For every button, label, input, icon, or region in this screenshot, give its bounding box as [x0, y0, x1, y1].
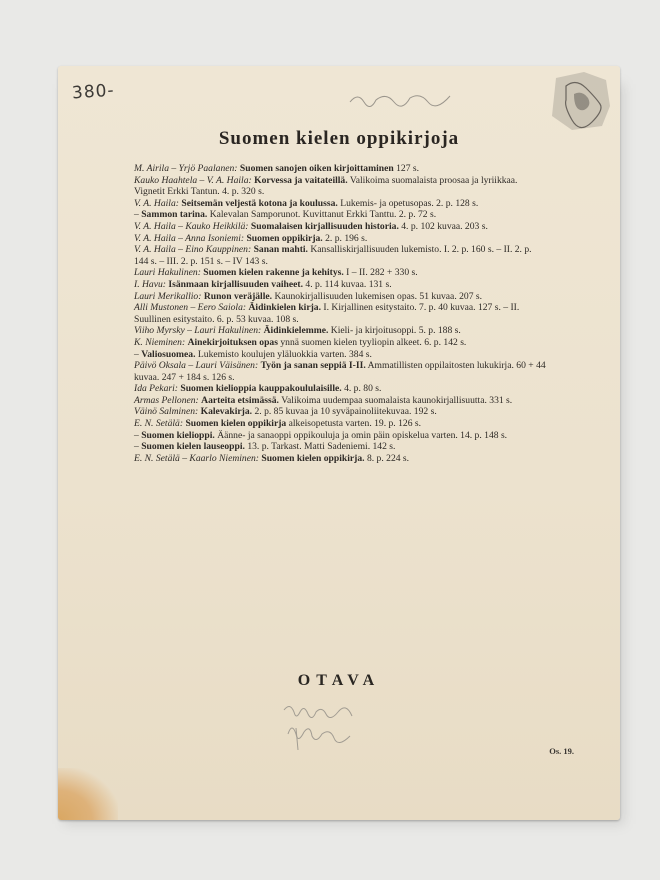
list-item: Päivö Oksala – Lauri Väisänen: Työn ja sanan seppiä I-II. Ammatillisten oppilaitosten lukukirja. 60 + 44 kuvaa. 247 + 184 s. 126 s.	[134, 360, 546, 383]
book-back-cover	[58, 66, 620, 820]
list-item: V. A. Haila: Seitsemän veljestä kotona ja koulussa. Lukemis- ja opetusopas. 2. p. 128 s.	[134, 197, 479, 209]
faint-signature-mark	[348, 88, 458, 110]
list-item: Viiho Myrsky – Lauri Hakulinen: Äidinkielemme. Kieli- ja kirjoitusoppi. 5. p. 188 s.	[134, 325, 461, 337]
book-list	[134, 163, 546, 464]
list-item: Lauri Hakulinen: Suomen kielen rakenne ja kehitys. I – II. 282 + 330 s.	[134, 267, 418, 279]
list-item: V. A. Haila – Anna Isoniemi: Suomen oppikirja. 2. p. 196 s.	[134, 232, 368, 244]
list-item: Ida Pekari: Suomen kielioppia kauppakoululaisille. 4. p. 80 s.	[134, 383, 382, 395]
list-item: – Valiosuomea. Lukemisto koulujen yläluokkia varten. 384 s.	[134, 348, 372, 360]
list-item: Alli Mustonen – Eero Saiola: Äidinkielen kirja. I. Kirjallinen esitystaito. 7. p. 40 kuvaa. 127 s. – II. Suullinen esitystaito. 6. p. 53 kuvaa. 108 s.	[134, 302, 520, 325]
publisher-name: OTAVA	[297, 672, 381, 689]
list-item: K. Nieminen: Ainekirjoituksen opas ynnä suomen kielen tyyliopin alkeet. 6. p. 142 s.	[134, 336, 467, 348]
list-item: E. N. Setälä – Kaarlo Nieminen: Suomen kielen oppikirja. 8. p. 224 s.	[134, 452, 410, 464]
list-item: – Suomen kielioppi. Äänne- ja sanaoppi oppikouluja ja omin päin opiskelua varten. 14. p. 148 s.	[134, 429, 508, 441]
list-item: – Suomen kielen lauseoppi. 13. p. Tarkast. Matti Sadeniemi. 142 s.	[134, 441, 396, 453]
page-title: Suomen kielen oppikirjoja	[218, 128, 460, 149]
list-item: E. N. Setälä: Suomen kielen oppikirja alkeisopetusta varten. 19. p. 126 s.	[134, 418, 422, 430]
stain-mark	[58, 768, 118, 820]
list-item: Kauko Haahtela – V. A. Haila: Korvessa ja vaitateillä. Valikoima suomalaista proosaa ja lyriikkaa. Vignetit Erkki Tantun. 4. p. 320 s.	[134, 174, 518, 198]
list-item: M. Airila – Yrjö Paalanen: Suomen sanojen oiken kirjoittaminen 127 s.	[134, 163, 420, 174]
list-item: Armas Pellonen: Aarteita etsimässä. Valikoima uudempaa suomalaista kaunokirjallisuutta. 331 s.	[134, 394, 513, 406]
list-item: V. A. Haila – Eino Kauppinen: Sanan mahti. Kansalliskirjallisuuden lukemisto. I. 2. p. 160 s. – II. 2. p. 144 s. – III. 2. p. 151 s. – IV 143 s.	[134, 244, 532, 267]
list-item: Väinö Salminen: Kalevakirja. 2. p. 85 kuvaa ja 10 syväpainoliitekuvaa. 192 s.	[134, 406, 437, 418]
list-item: V. A. Haila – Kauko Heikkilä: Suomalaisen kirjallisuuden historia. 4. p. 102 kuvaa. 203 s.	[134, 220, 488, 232]
stamp-mark	[544, 66, 616, 136]
pencil-note: 380-	[71, 80, 116, 104]
list-item: Lauri Merikallio: Runon veräjälle. Kaunokirjallisuuden lukemisen opas. 51 kuvaa. 207 s.	[134, 290, 483, 302]
list-item: – Sammon tarina. Kalevalan Samporunot. Kuvittanut Erkki Tanttu. 2. p. 72 s.	[134, 209, 437, 221]
catalog-code: Os. 19.	[549, 746, 574, 756]
list-item: I. Havu: Isänmaan kirjallisuuden vaiheet. 4. p. 114 kuvaa. 131 s.	[134, 278, 392, 290]
handwritten-signature-mark	[278, 700, 368, 756]
